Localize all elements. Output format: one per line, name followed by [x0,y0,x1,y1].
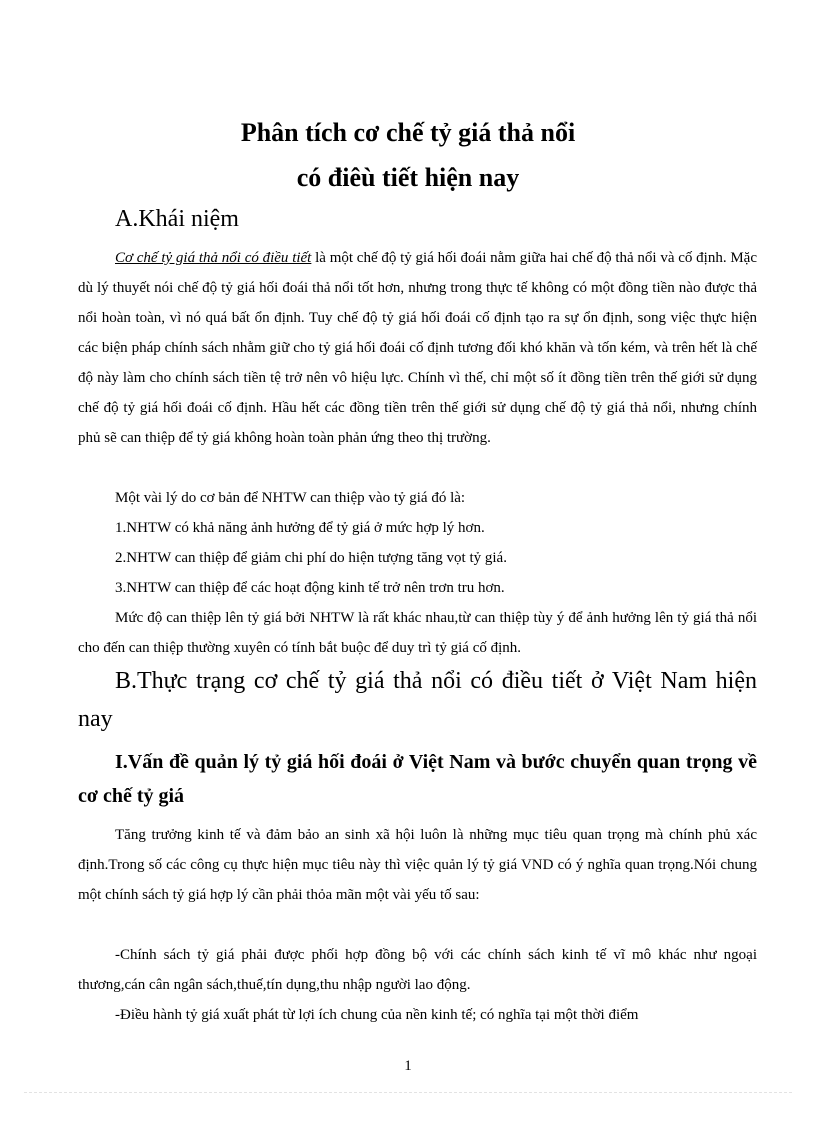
document-title-line-1: Phân tích cơ chế tỷ giá thả nổi [240,118,576,147]
policy-paragraph-1: -Chính sách tỷ giá phải được phối hợp đồng bộ với các chính sách kinh tế vĩ mô khác như ngoại thương,cán cân ngân sách,thuế,tín dụng,thu nhập người lao động. [78,947,757,993]
defined-term: Cơ chế tỷ giá thả nổi có điều tiết [115,250,312,266]
document-title-line-2: có điêù tiết hiện nay [296,163,520,192]
reasons-intro: Một vài lý do cơ bản để NHTW can thiệp vào tỷ giá đó là: [115,490,466,506]
section-a-heading: A.Khái niệm [115,206,239,232]
reason-item-1: 1.NHTW có khả năng ảnh hưởng để tỷ giá ở mức hợp lý hơn. [115,520,485,536]
section-b-heading: B.Thực trạng cơ chế tỷ giá thả nổi có điều tiết ở Việt Nam hiện nay [78,668,757,732]
subsection-1-heading: I.Vấn đề quản lý tỷ giá hối đoái ở Việt Nam và bước chuyển quan trọng về cơ chế tỷ giá [78,751,757,807]
reason-item-2: 2.NHTW can thiệp để giảm chi phí do hiện tượng tăng vọt tỷ giá. [115,550,507,566]
definition-paragraph [78,243,757,453]
page-number: 1 [404,1058,412,1074]
growth-paragraph: Tăng trưởng kinh tế và đảm bảo an sinh xã hội luôn là những mục tiêu quan trọng mà chính phủ xác định.Trong số các công cụ thực hiện mục tiêu này thì việc quản lý tỷ giá VND có ý nghĩa quan trọng.Nói chung một chính sách tỷ giá hợp lý cần phải thỏa mãn một vài yếu tố sau: [78,827,757,903]
policy-paragraph-2: -Điều hành tỷ giá xuất phát từ lợi ích chung của nền kinh tế; có nghĩa tại một thời điểm [115,1007,639,1023]
page-bottom-edge [24,1092,792,1093]
intervention-level-paragraph: Mức độ can thiệp lên tỷ giá bởi NHTW là rất khác nhau,từ can thiệp tùy ý để ảnh hưởng lên tỷ giá thả nổi cho đến can thiệp thường xuyên có tính bắt buộc để duy trì tỷ giá cố định. [78,610,757,656]
definition-text: là một chế độ tỷ giá hối đoái nằm giữa hai chế độ thả nổi và cố định. Mặc dù lý thuyết nói chế độ tỷ giá hối đoái thả nổi tốt hơn, nhưng trong thực tế không có một đồng tiền nào được thả nổi hoàn toàn, vì nó quá bất ổn định. Tuy chế độ tỷ giá hối đoái cố định tạo ra sự ổn định, song việc thực hiện các biện pháp chính sách nhằm giữ cho tỷ giá hối đoái cố định tương đối khó khăn và tốn kém, và trên hết là chế độ này làm cho chính sách tiền tệ trở nên vô hiệu lực. Chính vì thế, chỉ một số ít đồng tiền trên thế giới sử dụng chế độ tỷ giá hối đoái cố định. Hầu hết các đồng tiền trên thế giới sử dụng chế độ tỷ giá thả nổi, nhưng chính phủ sẽ can thiệp để tỷ giá không hoàn toàn phản ứng theo thị trường. [78,250,758,446]
reason-item-3: 3.NHTW can thiệp để các hoạt động kinh tế trở nên trơn tru hơn. [115,580,505,596]
